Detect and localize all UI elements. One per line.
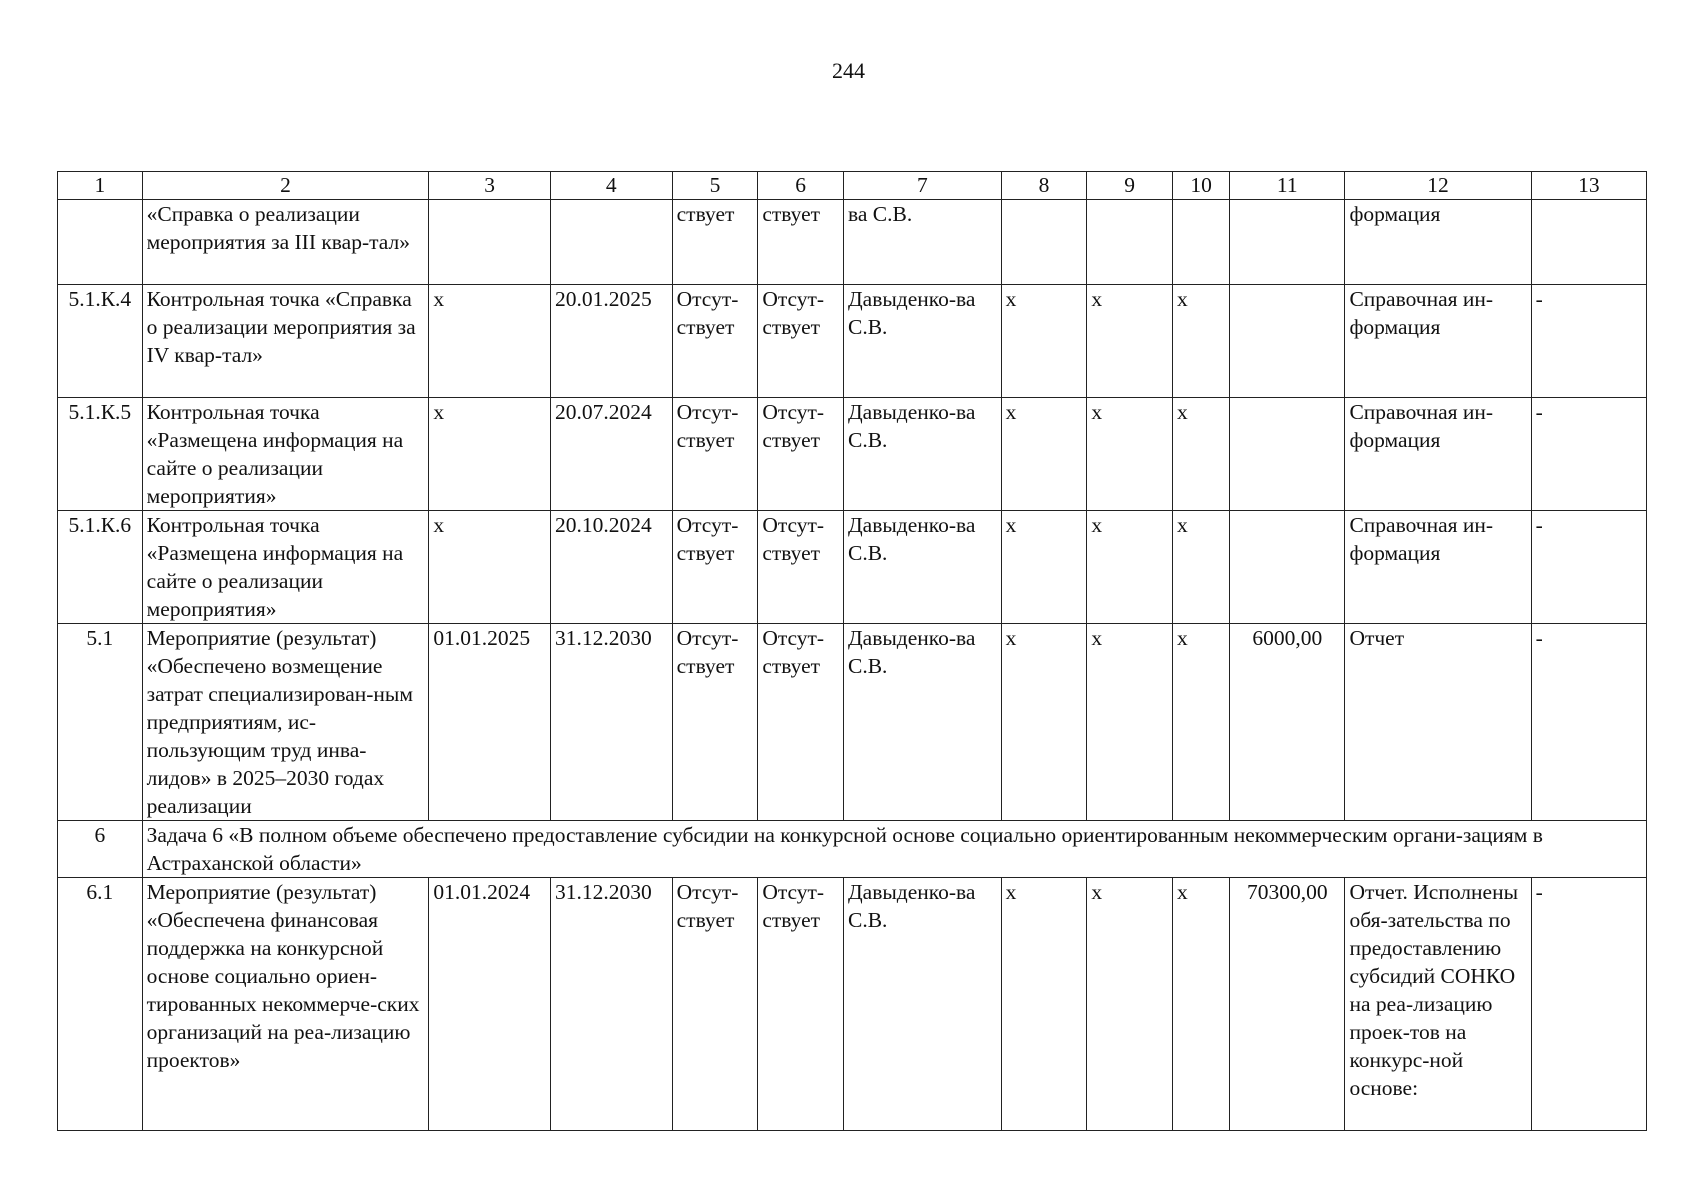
document-type: формация — [1345, 200, 1531, 285]
col8-cell: х — [1001, 511, 1087, 624]
col9-cell: х — [1087, 624, 1173, 821]
col-number: 8 — [1001, 172, 1087, 200]
table-row — [58, 878, 1647, 1131]
table-row — [58, 624, 1647, 821]
start-date: 01.01.2025 — [429, 624, 551, 821]
col6-cell: Отсут-ствует — [758, 398, 844, 511]
responsible: ва С.В. — [844, 200, 1002, 285]
col9-cell: х — [1087, 878, 1173, 1131]
col-number: 4 — [550, 172, 672, 200]
end-date: 31.12.2030 — [550, 624, 672, 821]
col13-cell: - — [1531, 878, 1646, 1131]
row-title: «Справка о реализации мероприятия за III квар-тал» — [142, 200, 429, 285]
table-row — [58, 398, 1647, 511]
amount — [1230, 285, 1345, 398]
col10-cell: х — [1173, 511, 1230, 624]
start-date: х — [429, 398, 551, 511]
end-date: 20.07.2024 — [550, 398, 672, 511]
document-type: Справочная ин-формация — [1345, 511, 1531, 624]
amount — [1230, 398, 1345, 511]
table-row — [58, 285, 1647, 398]
table-row — [58, 511, 1647, 624]
col-number: 1 — [58, 172, 143, 200]
page-number: 244 — [832, 58, 865, 83]
col-number: 9 — [1087, 172, 1173, 200]
col5-cell: ствует — [672, 200, 758, 285]
col9-cell: х — [1087, 398, 1173, 511]
col13-cell — [1531, 200, 1646, 285]
document-type: Справочная ин-формация — [1345, 285, 1531, 398]
col-number: 3 — [429, 172, 551, 200]
col-number: 5 — [672, 172, 758, 200]
document-type: Отчет. Исполнены обя-зательства по предоставлению субсидий СОНКО на реа-лизацию проек-тов на конкурс-ной основе: — [1345, 878, 1531, 1131]
col8-cell: х — [1001, 878, 1087, 1131]
start-date: 01.01.2024 — [429, 878, 551, 1131]
col13-cell: - — [1531, 511, 1646, 624]
task-row — [58, 821, 1647, 878]
col6-cell: Отсут-ствует — [758, 511, 844, 624]
row-code: 5.1 — [58, 624, 143, 821]
col9-cell: х — [1087, 511, 1173, 624]
responsible: Давыденко-ва С.В. — [844, 285, 1002, 398]
document-type: Отчет — [1345, 624, 1531, 821]
col13-cell: - — [1531, 624, 1646, 821]
col-number: 7 — [844, 172, 1002, 200]
table-row — [58, 200, 1647, 285]
row-code: 5.1.К.5 — [58, 398, 143, 511]
row-code: 5.1.К.6 — [58, 511, 143, 624]
document-type: Справочная ин-формация — [1345, 398, 1531, 511]
start-date: х — [429, 285, 551, 398]
col-number: 12 — [1345, 172, 1531, 200]
row-code: 5.1.К.4 — [58, 285, 143, 398]
col5-cell: Отсут-ствует — [672, 878, 758, 1131]
amount: 6000,00 — [1230, 624, 1345, 821]
end-date: 20.01.2025 — [550, 285, 672, 398]
start-date — [429, 200, 551, 285]
row-title: Контрольная точка «Размещена информация на сайте о реализации мероприятия» — [142, 398, 429, 511]
col10-cell — [1173, 200, 1230, 285]
start-date: х — [429, 511, 551, 624]
col-number: 11 — [1230, 172, 1345, 200]
row-title: Мероприятие (результат) «Обеспечена финансовая поддержка на конкурсной основе социально ориен-тированных некоммерче-ских организаций на реа-лизацию проектов» — [142, 878, 429, 1131]
col13-cell: - — [1531, 285, 1646, 398]
row-code — [58, 200, 143, 285]
col5-cell: Отсут-ствует — [672, 285, 758, 398]
col5-cell: Отсут-ствует — [672, 511, 758, 624]
row-title: Контрольная точка «Справка о реализации мероприятия за IV квар-тал» — [142, 285, 429, 398]
col5-cell: Отсут-ствует — [672, 624, 758, 821]
col-number: 2 — [142, 172, 429, 200]
end-date — [550, 200, 672, 285]
row-title: Контрольная точка «Размещена информация на сайте о реализации мероприятия» — [142, 511, 429, 624]
col10-cell: х — [1173, 624, 1230, 821]
row-title: Мероприятие (результат) «Обеспечено возмещение затрат специализирован-ным предприятиям, ис-пользующим труд инва-лидов» в 2025–2030 годах реализации — [142, 624, 429, 821]
col10-cell: х — [1173, 285, 1230, 398]
end-date: 20.10.2024 — [550, 511, 672, 624]
col6-cell: Отсут-ствует — [758, 285, 844, 398]
end-date: 31.12.2030 — [550, 878, 672, 1131]
col5-cell: Отсут-ствует — [672, 398, 758, 511]
col-number: 6 — [758, 172, 844, 200]
plan-table — [57, 171, 1647, 1131]
col10-cell: х — [1173, 878, 1230, 1131]
col9-cell — [1087, 200, 1173, 285]
col13-cell: - — [1531, 398, 1646, 511]
col6-cell: ствует — [758, 200, 844, 285]
responsible: Давыденко-ва С.В. — [844, 624, 1002, 821]
col8-cell: х — [1001, 285, 1087, 398]
responsible: Давыденко-ва С.В. — [844, 511, 1002, 624]
amount: 70300,00 — [1230, 878, 1345, 1131]
col8-cell — [1001, 200, 1087, 285]
col-number: 10 — [1173, 172, 1230, 200]
column-number-row — [58, 172, 1647, 200]
col6-cell: Отсут-ствует — [758, 624, 844, 821]
col9-cell: х — [1087, 285, 1173, 398]
task-code: 6 — [58, 821, 143, 878]
col6-cell: Отсут-ствует — [758, 878, 844, 1131]
amount — [1230, 200, 1345, 285]
col8-cell: х — [1001, 398, 1087, 511]
responsible: Давыденко-ва С.В. — [844, 398, 1002, 511]
col8-cell: х — [1001, 624, 1087, 821]
responsible: Давыденко-ва С.В. — [844, 878, 1002, 1131]
task-title: Задача 6 «В полном объеме обеспечено предоставление субсидии на конкурсной основе социально ориентированным некоммерческим органи-зациям в Астраханской области» — [142, 821, 1646, 878]
row-code: 6.1 — [58, 878, 143, 1131]
col-number: 13 — [1531, 172, 1646, 200]
amount — [1230, 511, 1345, 624]
col10-cell: х — [1173, 398, 1230, 511]
